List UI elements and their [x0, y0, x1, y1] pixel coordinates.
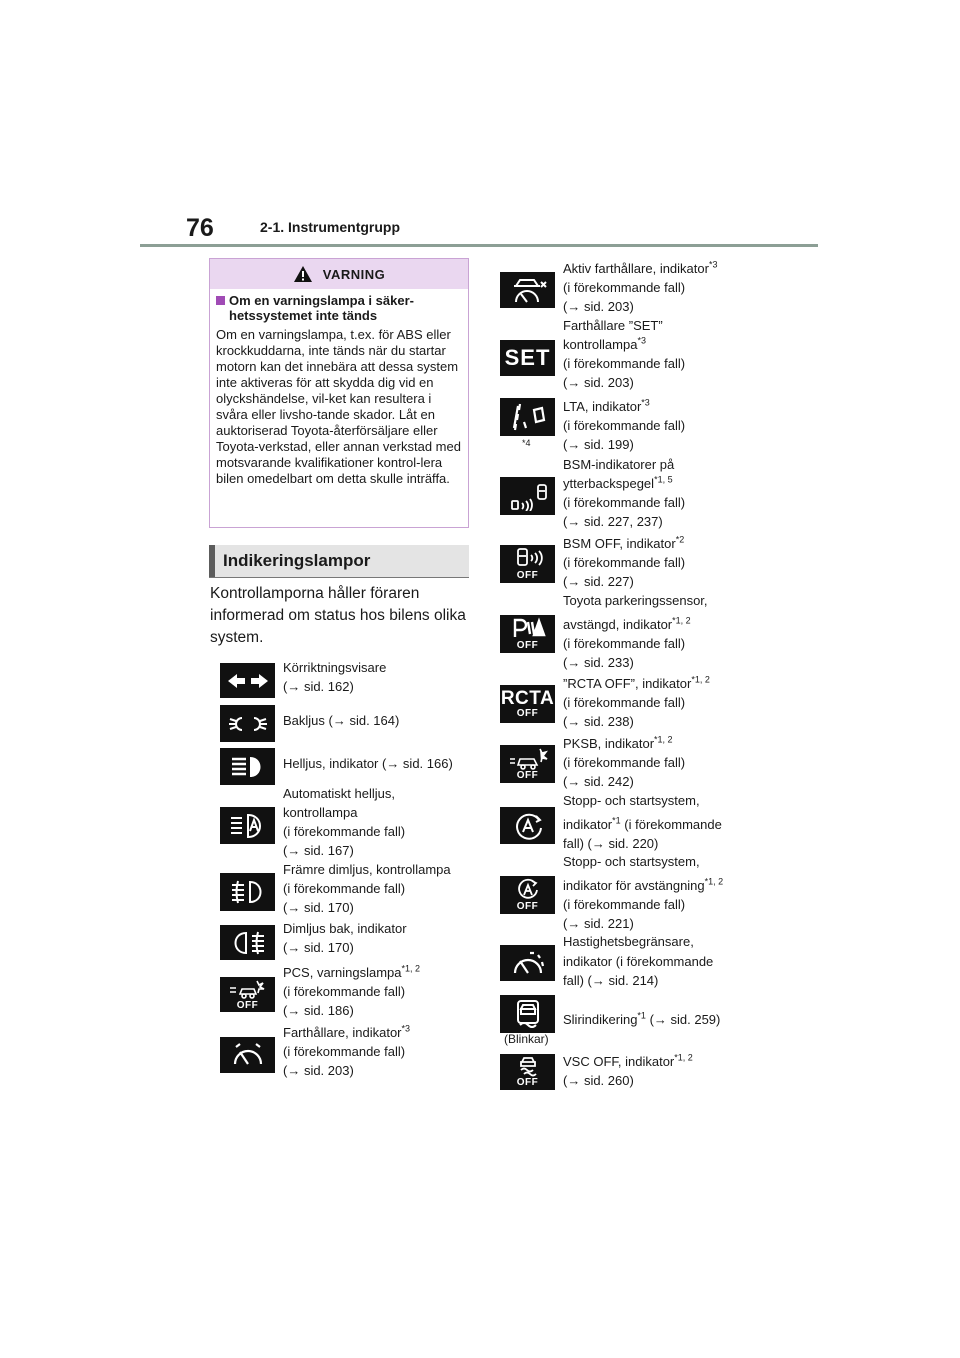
warning-header	[210, 259, 468, 289]
item-text-vsc-off: VSC OFF, indikator$^{*1, 2}$ (→ sid. 260)	[563, 1052, 693, 1088]
speed-limiter-icon	[500, 945, 555, 981]
rear-fog-icon	[220, 925, 275, 960]
rcta-off-icon	[500, 685, 555, 723]
lta-note: *4	[522, 438, 531, 448]
warning-box	[209, 258, 469, 528]
item-text-rcta: ”RCTA OFF”, indikator$^{*1, 2}$ (i förekommande fall) (→ sid. 238)	[563, 674, 710, 729]
vsc-off-icon	[500, 1054, 555, 1090]
pksb-off-label: OFF	[516, 770, 539, 781]
blink-note: (Blinkar)	[504, 1032, 549, 1046]
item-text-auto-high-beam: Automatiskt helljus, kontrollampa (i förekommande fall) (→ sid. 167)	[283, 786, 406, 858]
item-text-slip: Slirindikering$^{*1}$ (→ sid. 259)	[563, 1010, 721, 1027]
set-icon	[500, 340, 555, 376]
item-text-bsm-off: BSM OFF, indikator$^{*2}$ (i förekommande fall) (→ sid. 227)	[563, 534, 686, 589]
stop-start-off-icon	[500, 876, 555, 914]
auto-high-beam-icon	[220, 807, 275, 844]
cruise-control-icon	[220, 1037, 275, 1073]
indicators-rule	[209, 577, 469, 578]
warning-subtitle	[210, 289, 468, 323]
rcta-label: RCTA	[500, 688, 555, 709]
stop-start-icon	[500, 807, 555, 844]
item-text-tail-light: Bakljus (→ sid. 164)	[283, 713, 400, 728]
section-title: 2-1. Instrumentgrupp	[260, 219, 401, 235]
item-text-stop-start-off: Stopp- och startsystem, indikator för avstängning$^{*1, 2}$ (i förekommande fall) (→ sid. 221)	[563, 854, 724, 931]
item-text-speed-limiter: Hastighetsbegränsare, indikator (i förekommande fall) (→ sid. 214)	[563, 934, 714, 988]
bsm-off-label: OFF	[516, 570, 539, 581]
stop-start-off-label: OFF	[516, 901, 539, 912]
warning-subtitle-text: Om en varningslampa i säker-hetssystemet inte tänds	[229, 293, 414, 323]
set-label: SET	[504, 345, 551, 370]
pksb-off-icon	[500, 745, 555, 783]
vsc-off-label: OFF	[516, 1077, 539, 1088]
item-text-front-fog: Främre dimljus, kontrollampa (i förekommande fall) (→ sid. 170)	[283, 862, 451, 915]
item-text-lta: LTA, indikator$^{*3}$ (i förekommande fall) (→ sid. 199)	[563, 397, 686, 452]
turn-signal-icon	[220, 663, 275, 698]
parking-off-label: OFF	[516, 640, 539, 651]
bullet-square-icon	[216, 296, 225, 305]
item-text-parking-sensor: Toyota parkeringssensor, avstängd, indikator$^{*1, 2}$ (i förekommande fall) (→ sid. 233)	[563, 593, 708, 670]
item-text-pksb: PKSB, indikator$^{*1, 2}$ (i förekommande fall) (→ sid. 242)	[563, 734, 686, 789]
item-text-stop-start: Stopp- och startsystem, indikator$^{*1}$ (i förekommande fall) (→ sid. 220)	[563, 793, 722, 851]
bsm-mirror-icon	[500, 477, 555, 515]
item-text-bsm-mirror: BSM-indikatorer på ytterbackspegel$^{*1, 5}$ (i förekommande fall) (→ sid. 227, 237)	[563, 457, 686, 529]
front-fog-icon	[220, 873, 275, 911]
slip-indicator-icon	[500, 995, 555, 1033]
parking-sensor-off-icon	[500, 615, 555, 653]
page-number: 76	[186, 214, 214, 242]
bsm-off-icon	[500, 545, 555, 583]
item-text-pcs: PCS, varningslampa$^{*1, 2}$ (i förekommande fall) (→ sid. 186)	[283, 963, 421, 1018]
item-text-set: Farthållare ”SET” kontrollampa$^{*3}$ (i förekommande fall) (→ sid. 203)	[563, 318, 686, 390]
item-text-cruise: Farthållare, indikator$^{*3}$ (i förekommande fall) (→ sid. 203)	[283, 1023, 411, 1078]
intro-paragraph: Kontrollamporna håller föraren informerad om status hos bilens olika system.	[210, 585, 466, 646]
tail-light-icon	[220, 705, 275, 742]
item-text-active-cruise: Aktiv farthållare, indikator$^{*3}$ (i förekommande fall) (→ sid. 203)	[563, 259, 718, 314]
lta-icon	[500, 398, 555, 436]
rcta-off-label: OFF	[516, 708, 539, 719]
warning-title: VARNING	[322, 266, 386, 282]
active-cruise-icon	[500, 272, 555, 308]
warning-body: Om en varningslampa, t.ex. för ABS eller krockkuddarna, inte tänds när du startar motorn kan det innebära att dessa system inte aktiveras för att skydda dig vid en olyckshändelse, vil-ket kan resultera i svåra eller livsho-tande skador. Låt en auktoriserad Toyota-återförsäljare eller Toyota-verkstad, eller annan verkstad med motsvarande kvalifikationer kontrol-lera bilen omedelbart om detta skulle inträffa.	[216, 327, 461, 486]
pcs-off-label: OFF	[236, 999, 259, 1011]
item-text-high-beam: Helljus, indikator (→ sid. 166)	[283, 756, 453, 771]
header-rule	[140, 244, 818, 247]
pcs-off-icon	[220, 977, 275, 1012]
item-text-turn-signal: Körriktningsvisare (→ sid. 162)	[283, 660, 387, 694]
indicators-heading: Indikeringslampor	[209, 545, 469, 577]
warning-triangle-icon	[293, 265, 313, 283]
high-beam-icon	[220, 748, 275, 785]
item-text-rear-fog: Dimljus bak, indikator (→ sid. 170)	[283, 921, 407, 955]
